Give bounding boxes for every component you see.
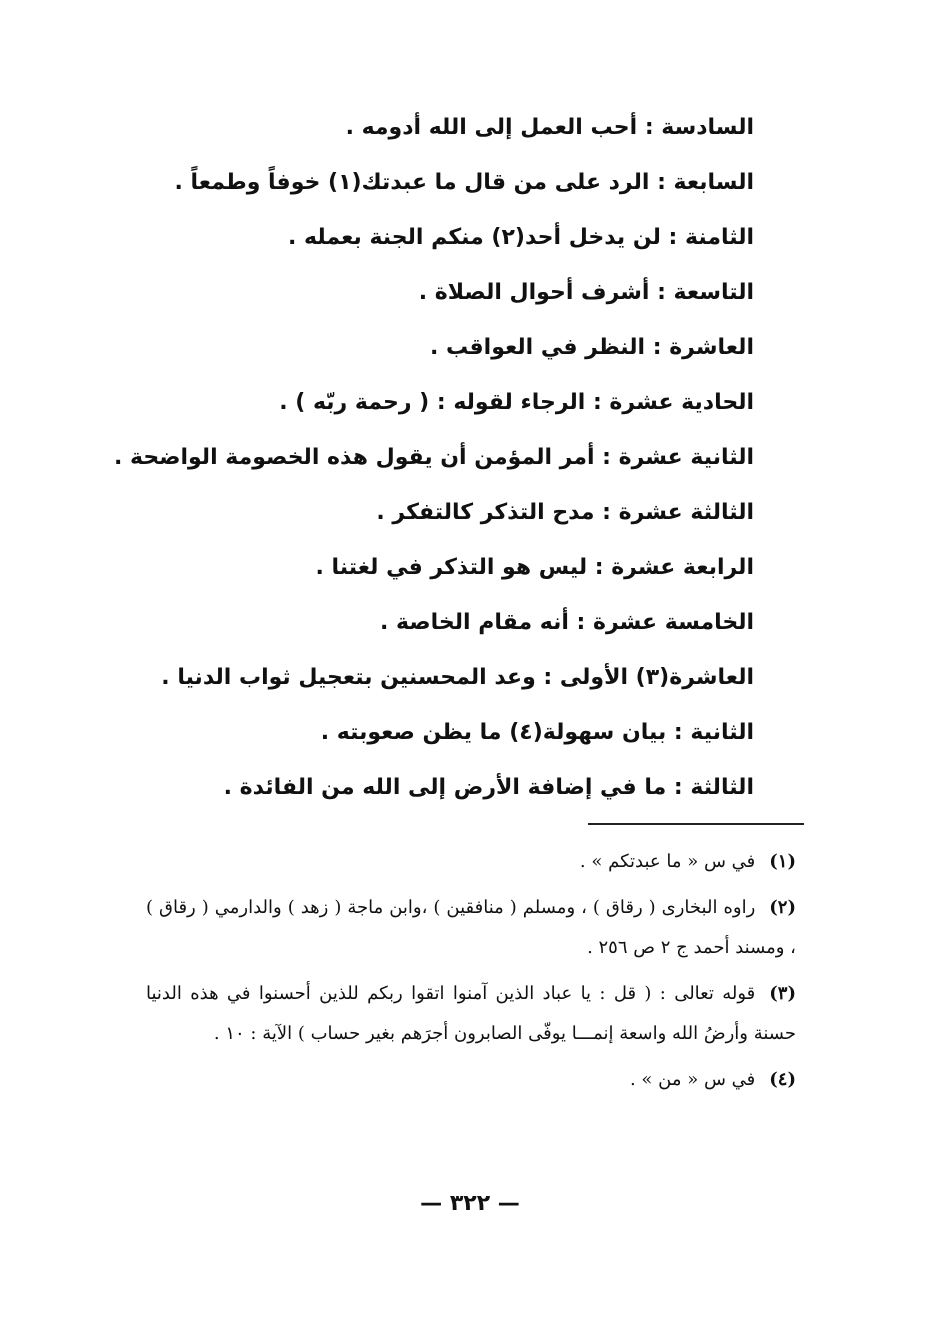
footnote bbox=[146, 888, 796, 968]
footnote-text: في س « ما عبدتكم » . bbox=[579, 851, 756, 872]
main-line: الثامنة : لن يدخل أحد(٢) منكم الجنة بعمله . bbox=[288, 225, 754, 250]
footnotes bbox=[146, 842, 796, 1106]
main-line: الثانية عشرة : أمر المؤمن أن يقول هذه الخصومة الواضحة . bbox=[114, 445, 754, 470]
main-line: العاشرة(٣) الأولى : وعد المحسنين بتعجيل ثواب الدنيا . bbox=[161, 665, 754, 690]
main-line: الخامسة عشرة : أنه مقام الخاصة . bbox=[380, 610, 754, 635]
footnote bbox=[146, 1060, 796, 1100]
main-line: التاسعة : أشرف أحوال الصلاة . bbox=[418, 280, 754, 305]
footnote-number: (٢) bbox=[769, 897, 796, 918]
footnote-divider bbox=[588, 823, 804, 825]
page-number: — ٣٢٢ — bbox=[420, 1191, 520, 1216]
main-line: الحادية عشرة : الرجاء لقوله : ( رحمة ربّه ) . bbox=[279, 390, 754, 415]
main-line: السابعة : الرد على من قال ما عبدتك(١) خوفاً وطمعاً . bbox=[174, 170, 754, 195]
footnote-text: قوله تعالى : ( قل : يا عباد الذين آمنوا اتقوا ربكم للذين أحسنوا في هذه الدنيا حسنة وأرضُ الله واسعة إنمـــا يوفّى الصابرون أجرَهم بغير حساب ) الآية : ١٠ . bbox=[146, 983, 796, 1044]
footnote bbox=[146, 974, 796, 1054]
footnote-number: (١) bbox=[769, 851, 796, 872]
footnote bbox=[146, 842, 796, 882]
main-text bbox=[114, 100, 754, 815]
footnote-number: (٣) bbox=[769, 983, 796, 1004]
footnote-number: (٤) bbox=[769, 1069, 796, 1090]
main-line: الرابعة عشرة : ليس هو التذكر في لغتنا . bbox=[315, 555, 754, 580]
main-line: الثالثة عشرة : مدح التذكر كالتفكر . bbox=[376, 500, 754, 525]
main-line: الثالثة : ما في إضافة الأرض إلى الله من الفائدة . bbox=[223, 775, 754, 800]
footnote-text: راوه البخارى ( رقاق ) ، ومسلم ( منافقين ) ،وابن ماجة ( زهد ) والدارمي ( رقاق ) ، ومسند أحمد ج ٢ ص ٢٥٦ . bbox=[146, 897, 796, 958]
main-line: العاشرة : النظر في العواقب . bbox=[429, 335, 754, 360]
main-line: الثانية : بيان سهولة(٤) ما يظن صعوبته . bbox=[320, 720, 754, 745]
main-line: السادسة : أحب العمل إلى الله أدومه . bbox=[345, 115, 754, 140]
footnote-text: في س « من » . bbox=[629, 1069, 756, 1090]
